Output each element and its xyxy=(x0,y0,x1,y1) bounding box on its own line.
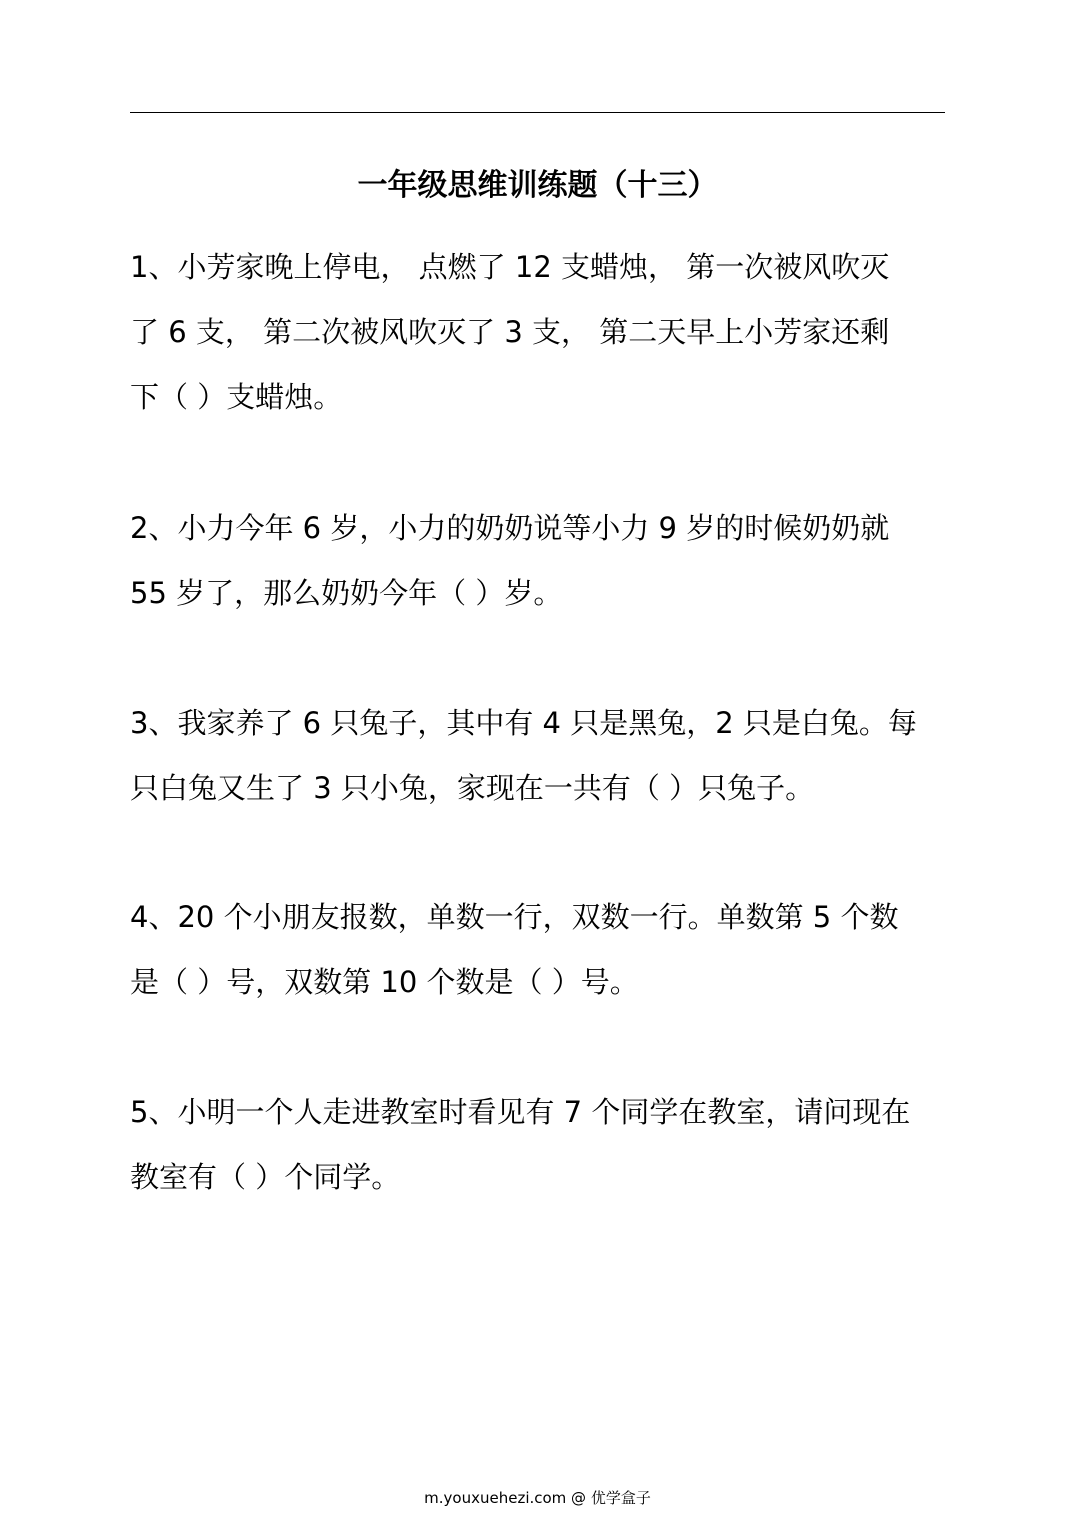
question-5 xyxy=(130,1080,945,1210)
question-line: 55 岁了，那么奶奶今年（ ）岁。 xyxy=(130,576,563,610)
question-1 xyxy=(130,235,945,430)
question-line: 4、20 个小朋友报数，单数一行，双数一行。单数第 5 个数 xyxy=(130,900,899,934)
question-line: 只白兔又生了 3 只小兔，家现在一共有（ ）只兔子。 xyxy=(130,771,815,805)
question-2 xyxy=(130,496,945,626)
question-3 xyxy=(130,691,945,821)
question-4 xyxy=(130,885,945,1015)
question-line: 5、小明一个人走进教室时看见有 7 个同学在教室，请问现在 xyxy=(130,1095,911,1129)
question-line: 教室有（ ）个同学。 xyxy=(130,1160,401,1194)
footer-source: m.youxuehezi.com @ 优学盒子 xyxy=(424,1489,651,1507)
header-rule xyxy=(130,112,945,113)
page-title: 一年级思维训练题（十三） xyxy=(357,168,718,203)
question-line: 了 6 支， 第二次被风吹灭了 3 支， 第二天早上小芳家还剩 xyxy=(130,315,890,349)
question-line: 2、小力今年 6 岁，小力的奶奶说等小力 9 岁的时候奶奶就 xyxy=(130,511,890,545)
question-line: 3、我家养了 6 只兔子，其中有 4 只是黑兔，2 只是白兔。每 xyxy=(130,706,917,740)
question-line: 下（ ）支蜡烛。 xyxy=(130,380,343,414)
question-line: 是（ ）号，双数第 10 个数是（ ）号。 xyxy=(130,965,639,999)
question-line: 1、小芳家晚上停电， 点燃了 12 支蜡烛， 第一次被风吹灭 xyxy=(130,250,890,284)
